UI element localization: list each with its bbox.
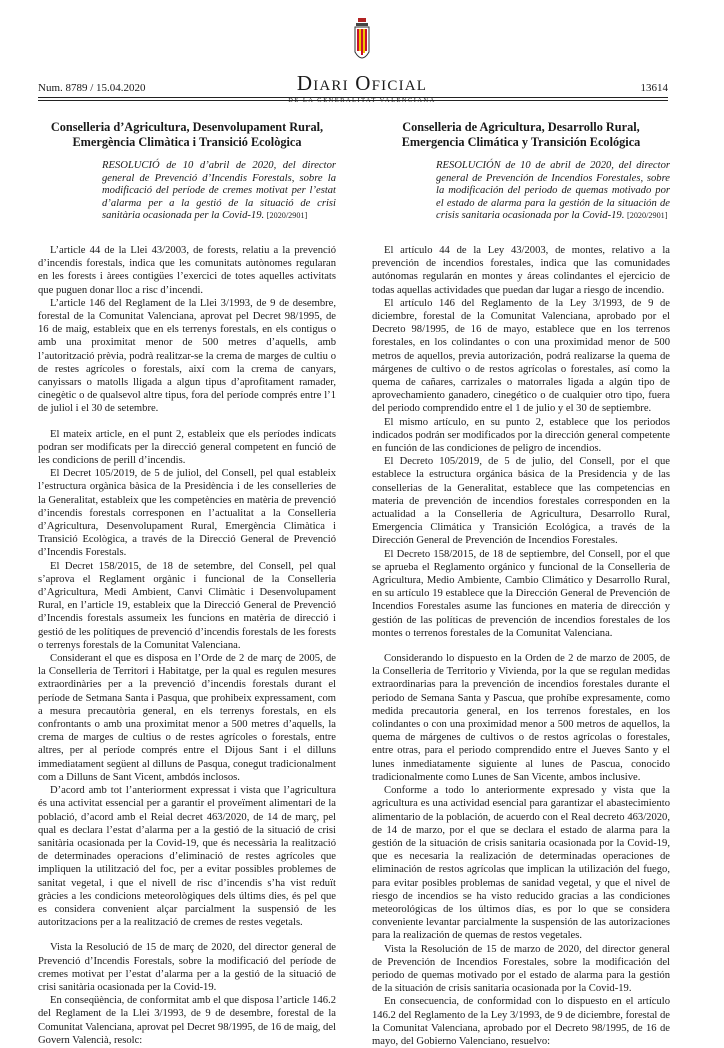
page-number: 13614	[640, 82, 668, 94]
paragraph: Conforme a todo lo anteriormente expresado y vista que la agricultura es una actividad esencial para garantizar el abastecimiento alimentario de la población, de acuerdo con el Real decreto 463/2020, de 14 de marzo, por el que se declara el estado de alarma para la gestión de la situación de crisis sanitaria ocasionada por la Covid-19, que es necesaria la realización de determinadas operaciones de eliminación de restos agrícolas que implican la utilización del fuego, para evitar posibles problemas de sanidad vegetal, y que el nivel de riesgo de incendios se ha visto reducido gracias a las condiciones meteorológicas de los últimos días, es por lo que se considera conveniente levantar parcialmente la suspensión de las autorizaciones para la realización de quemas de restos vegetales.	[372, 785, 670, 942]
resolution-text: RESOLUCIÓN de 10 de abril de 2020, del director general de Prevención de Incendios Forestales, sobre la modificación del periodo de quemas motivado por el estado de alarma para la gestión de la situación de crisis sanitaria ocasionada por la Covid-19.	[436, 160, 670, 222]
resolution-summary	[436, 160, 670, 223]
paragraph: El Decreto 105/2019, de 5 de julio, del Consell, por el que establece la estructura orgánica básica de la Presidencia y de las consellerias de la Generalitat, establece que las competencias en materia de prevención de incendios forestales corresponden en la actualidad a la Conselleria de Agricultura, Desarrollo Rural, Emergencia Climática y Transición Ecológica, a través de la Dirección General de Prevención de Incendios Forestales.	[372, 456, 670, 547]
paragraph: Vista la Resolución de 15 de marzo de 2020, del director general de Prevención de Incendios Forestales, sobre la modificación del periodo de quemas motivado por el estado de alarma para la gestión de la situación de crisis sanitaria ocasionada por la Covid-19.	[372, 943, 670, 995]
paragraph: El Decret 105/2019, de 5 de juliol, del Consell, pel qual estableix l’estructura orgànica bàsica de la Presidència i de les conselleries de la Generalitat, estableix que les competències en matèria de prevenció d’incendis forestals corresponen en l’actualitat a la Conselleria d’Agricultura, Desenvolupament Rural, Emergència Climàtica i Transició Ecològica, a través de la Direcció General de Prevenció d’Incendis Forestals.	[38, 468, 336, 559]
paragraph: En conseqüència, de conformitat amb el que disposa l’article 146.2 del Reglament de la Llei 3/1993, de 9 de desembre, forestal de la Comunitat Valenciana, aprovat pel Decret 98/1995, de 16 de maig, del Govern Valencià, resolc:	[38, 995, 336, 1046]
paragraph: D’acord amb tot l’anteriorment expressat i vista que l’agricultura és una activitat essencial per a garantir el proveïment alimentari de la població, d’acord amb el Reial decret 463/2020, de 14 de març, pel qual es declara l’estat d’alarma per a la gestió de la situació de crisi sanitària ocasionada per la Covid-19, que és necessària la realització de determinades operacions d’eliminació de restes agrícoles que impliquen la utilització del foc, per a evitar possibles problemes de sanitat vegetal, i que el nivell de risc d’incendis s’ha vist reduït gràcies a les condicions meteorològiques dels últims dies, és pel que es considera convenient alçar parcialment la suspensió de les autoritzacions per a la realització de cremes de restes vegetals.	[38, 785, 336, 929]
resolution-code: [2020/2901]	[627, 211, 668, 221]
journal-subtitle: DE LA GENERALITAT VALENCIANA	[288, 97, 436, 104]
paragraph: L’article 146 del Reglament de la Llei 3/1993, de 9 de desembre, forestal de la Comunitat Valenciana, aprovat pel Decret 98/1995, de 16 de maig, estableix que en els terrenys forestals, en els contigus o amb una proximitat menor de 500 metres d’aquells, amb l’autorització prèvia, podrà realitzar-se la crema de marges de cultiu o de restes agrícoles o forestals, així com la crema de canyars, canyissars o matolls lligada a algun tipus d’aprofitament ramader, cinegètic o de qualsevol altre tipus, fora del període comprés entre l’1 de juliol i el 30 de setembre.	[38, 297, 336, 415]
paragraph: El mateix article, en el punt 2, estableix que els períodes indicats podran ser modificats per la direcció general competent en funció de les condicions de perill d’incendis.	[38, 428, 336, 467]
department-heading: Conselleria d’Agricultura, Desenvolupament Rural, Emergència Climàtica i Transició Ecològica	[50, 120, 324, 149]
paragraph: Considerando lo dispuesto en la Orden de 2 de marzo de 2005, de la Conselleria de Territorio y Vivienda, por la que se regulan medidas extraordinarias para la prevención de incendios forestales durante el periodo de Semana Santa y Pascua, que prohíbe expresamente, como medida precautoria general, en los terrenos forestales, en los colindantes o con una proximidad menor a 500 metros de aquellos, la quema de márgenes de cultivos o de restos agrícolas o forestales, entre otras, para el periodo comprendido entre el Jueves Santo y el lunes inmediatamente siguiente al lunes de Pascua, conocido tradicionalmente como Lunes de San Vicente, ambos inclusive.	[372, 653, 670, 783]
paragraph: El Decret 158/2015, de 18 de setembre, del Consell, pel qual s’aprova el Reglament orgànic i funcional de la Conselleria d’Agricultura, Medi Ambient, Canvi Climàtic i Desenvolupament Rural, en l’article 19, estableix que la Direcció General de Prevenció d’Incendis forestals assumeix les funcions en matèria de direcció i gestió de les polítiques de prevenció d’incendis forestals de les forests o terrenys forestals de la Comunitat Valenciana.	[38, 560, 336, 651]
paragraph: Vista la Resolució de 15 de març de 2020, del director general de Prevenció d’Incendis Forestals, sobre la modificació del període de cremes motivat per l’estat d’alarma per a la gestió de la situació de crisi sanitària ocasionada per la Covid-19.	[38, 942, 336, 993]
resolution-text: RESOLUCIÓ de 10 d’abril de 2020, del director general de Prevenció d’Incendis Forestals, sobre la modificació del període de cremes motivat per l’estat d’alarma per a la gestió de la situació de crisi sanitària ocasionada per la Covid-19.	[102, 160, 336, 222]
resolution-code: [2020/2901]	[266, 211, 308, 221]
department-heading: Conselleria de Agricultura, Desarrollo Rural, Emergencia Climática y Transición Ecológica	[401, 120, 641, 149]
resolution-summary	[102, 160, 336, 223]
paragraph: El artículo 44 de la Ley 43/2003, de montes, relativo a la prevención de incendios forestales, indica que las comunidades autónomas regularán en montes y áreas colindantes el ejercicio de todas aquellas actividades que puedan dar lugar a riesgo de incendio.	[372, 244, 670, 296]
paragraph: El mismo artículo, en su punto 2, establece que los periodos indicados podrán ser modificados por la dirección general competente en función de las condiciones de peligro de incendios.	[372, 416, 670, 455]
page-header	[0, 0, 724, 110]
header-rule	[38, 97, 668, 98]
coat-of-arms-icon	[353, 18, 371, 66]
journal-logo	[270, 18, 454, 102]
column-spanish	[372, 118, 670, 1048]
paragraph: El Decreto 158/2015, de 18 de septiembre, del Consell, por el que se aprueba el Reglamento orgánico y funcional de la Conselleria de Agricultura, Medio Ambiente, Cambio Climático y Desarrollo Rural, en su artículo 19 establece que la Dirección General de Prevención de Incendios Forestales asume las funciones en materia de dirección y gestión de las políticas de prevención de incendios forestales de los montes o terrenos forestales de la Comunitat Valenciana.	[372, 548, 670, 639]
paragraph: L’article 44 de la Llei 43/2003, de forests, relatiu a la prevenció d’incendis forestals, indica que les comunitats autònomes regularan en les forests i àrees contigües l’exercici de totes aquelles activitats que puguen donar lloc a risc d’incendi.	[38, 244, 336, 296]
journal-title: Diari Oficial	[296, 71, 428, 95]
issue-number: Num. 8789 / 15.04.2020	[38, 82, 146, 94]
paragraph: Considerant el que es disposa en l’Orde de 2 de març de 2005, de la Conselleria de Territori i Habitatge, per la qual es regulen mesures extraordinàries per a la prevenció d’incendis forestals durant el període de Setmana Santa i Pasqua, que prohibeix expressament, com a mesura precautòria general, en els terrenys forestals, en els confrontants o amb una proximitat menor a 500 metres d’aquells, la crema de marges de cultius o de restes agrícoles o forestals, entre altres, per al període comprés entre el Dijous Sant i el dilluns immediatament següent al dilluns de Pasqua, conegut tradicionalment com a Dilluns de Sant Vicent, ambdós inclosos.	[38, 653, 336, 783]
header-rule	[38, 100, 668, 101]
paragraph: El artículo 146 del Reglamento de la Ley 3/1993, de 9 de diciembre, forestal de la Comunitat Valenciana, aprobado por el Decreto 98/1995, de 16 de mayo, establece que en los terrenos forestales, en los colindantes o con una proximidad menor de 500 metros de aquellos, previa autorización, podrá realizarse la quema de márgenes de cultivo o de restos agrícolas o forestales, así como la quema de cañares, carrizales o matorrales ligada a algún tipo de aprovechamiento ganadero, cinegético o de cualquier otro tipo, fuera del periodo comprendido entre el 1 de julio y el 30 de septiembre.	[372, 297, 670, 415]
column-valencian	[38, 118, 336, 1047]
paragraph: En consecuencia, de conformidad con lo dispuesto en el artículo 146.2 del Reglamento de la Ley 3/1993, de 9 de diciembre, forestal de la Comunitat Valenciana, aprobado por el Decreto 98/1995, de 16 de mayo, del Gobierno Valenciano, resuelvo:	[372, 996, 671, 1047]
